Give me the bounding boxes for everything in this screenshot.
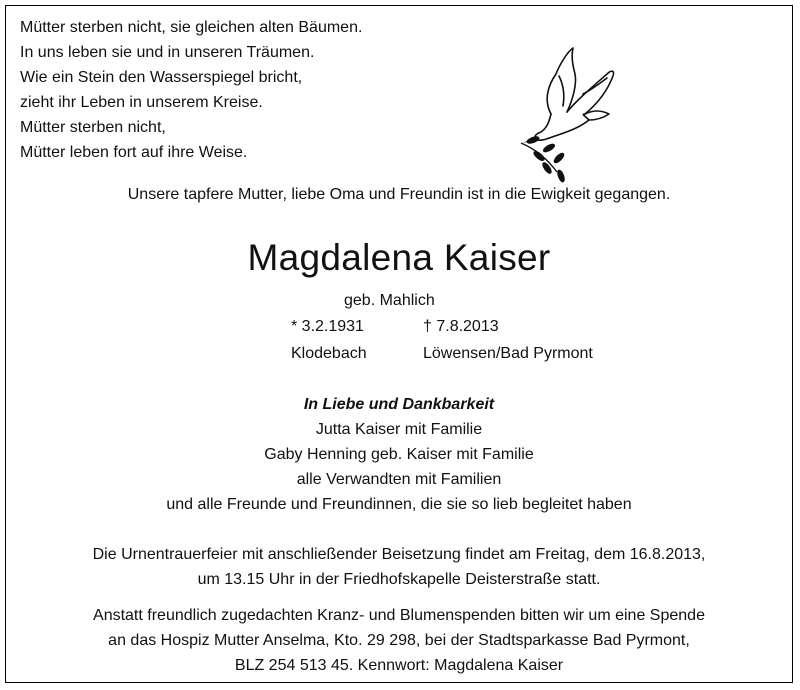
birth-name: geb. Mahlich (344, 292, 435, 309)
poem-line: zieht ihr Leben in unserem Kreise. (20, 94, 263, 111)
funeral-line: Die Urnentrauerfeier mit anschließender Beisetzung findet am Freitag, dem 16.8.2013, (92, 546, 706, 563)
donation-info (6, 603, 792, 678)
death-date: † 7.8.2013 (423, 318, 499, 335)
donation-line: Anstatt freundlich zugedachten Kranz- und Blumenspenden bitten wir um eine Spende (93, 607, 705, 624)
poem-line: Wie ein Stein den Wasserspiegel bricht, (20, 69, 303, 86)
funeral-line: um 13.15 Uhr in der Friedhofskapelle Deisterstraße statt. (197, 571, 601, 588)
mourner-line: und alle Freunde und Freundinnen, die sie so lieb begleitet haben (166, 496, 632, 513)
donation-line: BLZ 254 513 45. Kennwort: Magdalena Kaiser (234, 657, 564, 674)
obituary-notice (5, 5, 793, 683)
birth-place: Klodebach (291, 345, 367, 362)
mourner-line: Gaby Henning geb. Kaiser mit Familie (264, 446, 534, 463)
poem-line: Mütter sterben nicht, sie gleichen alten Bäumen. (20, 19, 363, 36)
intro-text: Unsere tapfere Mutter, liebe Oma und Freundin ist in die Ewigkeit gegangen. (127, 186, 671, 203)
mourners-heading: In Liebe und Dankbarkeit (303, 396, 495, 413)
funeral-info (6, 542, 792, 592)
birth-date: * 3.2.1931 (291, 318, 364, 335)
donation-line: an das Hospiz Mutter Anselma, Kto. 29 298, bei der Stadtsparkasse Bad Pyrmont, (108, 632, 690, 649)
poem-line: In uns leben sie und in unseren Träumen. (20, 44, 315, 61)
mourner-line: alle Verwandten mit Familien (296, 471, 502, 488)
mourner-line: Jutta Kaiser mit Familie (315, 421, 483, 438)
poem-line: Mütter sterben nicht, (20, 119, 166, 136)
poem-line: Mütter leben fort auf ihre Weise. (20, 144, 248, 161)
dove-with-olive-branch-icon (511, 44, 621, 184)
mourners-section (6, 392, 792, 517)
poem (20, 15, 362, 165)
death-place: Löwensen/Bad Pyrmont (423, 345, 593, 362)
deceased-name: Magdalena Kaiser (247, 237, 551, 278)
